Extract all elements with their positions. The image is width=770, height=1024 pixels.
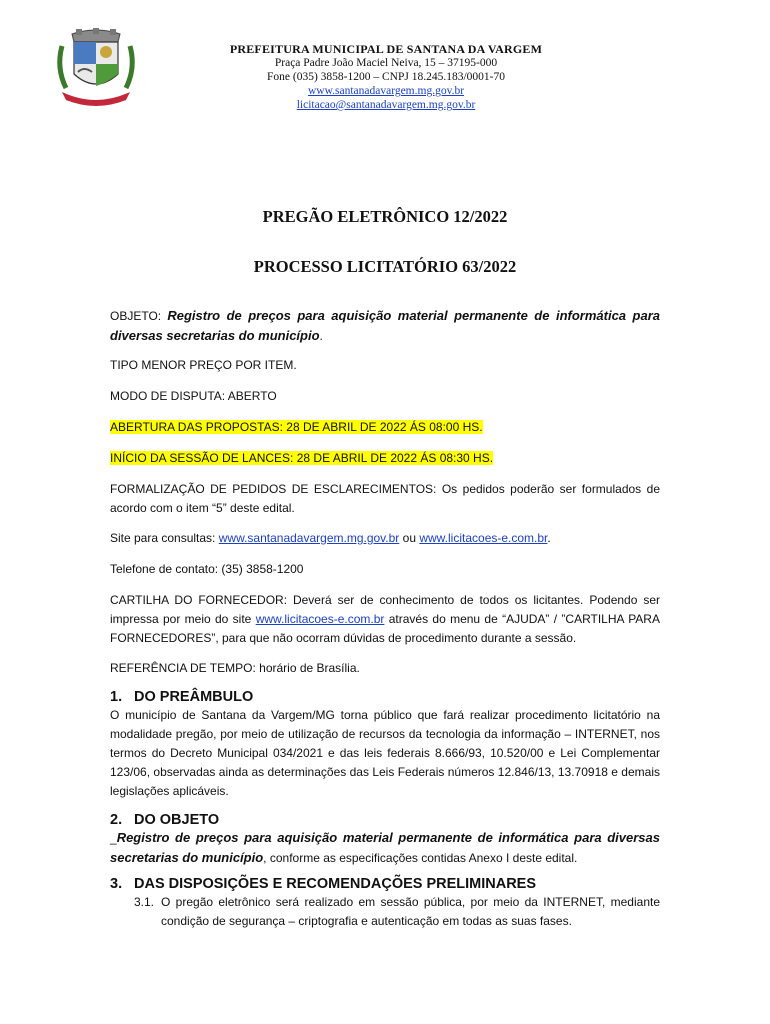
cartilha-link[interactable]: www.licitacoes-e.com.br: [255, 612, 385, 626]
site-sep: ou: [402, 531, 416, 545]
abertura-highlight: ABERTURA DAS PROPOSTAS: 28 DE ABRIL DE 2022 ÁS 08:00 HS.: [110, 420, 483, 434]
item-3-1-text: O pregão eletrônico será realizado em sessão pública, por meio da INTERNET, mediante condição de segurança – criptografia e autenticação em todas as suas fases.: [161, 895, 660, 928]
section-3-number: 3.: [110, 876, 123, 892]
section-2-prefix: _: [110, 831, 117, 845]
section-2-rest: , conforme as especificações contidas Anexo I deste edital.: [263, 851, 578, 865]
item-3-1: [134, 893, 660, 931]
tipo-line: TIPO MENOR PREÇO POR ITEM.: [110, 358, 297, 372]
objeto-paragraph: [110, 306, 660, 346]
section-1-number: 1.: [110, 689, 123, 705]
section-1-text: O município de Santana da Vargem/MG torna público que fará realizar procedimento licitatório na modalidade pregão, por meio de utilização de recursos da tecnologia da informação – INTERNET, nos termos do Decreto Municipal 034/2021 e das leis federais 8.666/93, 10.520/00 e Lei Complementar 123/06, observadas ainda as determinações das Leis Federais números 12.846/13, 13.70918 e demais legislações aplicáveis.: [110, 708, 660, 798]
website-link[interactable]: www.santanadavargem.mg.gov.br: [307, 85, 465, 97]
inicio-highlight: INÍCIO DA SESSÃO DE LANCES: 28 DE ABRIL DE 2022 ÁS 08:30 HS.: [110, 451, 494, 465]
section-3-title: DAS DISPOSIÇÕES E RECOMENDAÇÕES PRELIMINARES: [134, 876, 537, 892]
section-2-italic: Registro de preços para aquisição material permanente de informática para diversas secretarias do município: [110, 830, 660, 865]
letterhead: [196, 42, 576, 112]
inicio-line: [110, 449, 660, 468]
email-link[interactable]: licitacao@santanadavargem.mg.gov.br: [296, 99, 476, 111]
section-2-heading: [110, 812, 219, 828]
organization-name: PREFEITURA MUNICIPAL DE SANTANA DA VARGEM: [229, 42, 543, 56]
site-link-licitacoes[interactable]: www.licitacoes-e.com.br: [419, 531, 548, 545]
site-line: [110, 529, 660, 548]
cartilha-after: através do menu de “AJUDA” / ”CARTILHA PARA FORNECEDORES”, para que não ocorram dúvidas de procedimento durante a sessão.: [110, 612, 660, 645]
section-3-heading: [110, 876, 536, 892]
section-1-heading: [110, 689, 253, 705]
document-title: PREGÃO ELETRÔNICO 12/2022: [262, 207, 508, 226]
section-2-text: [110, 828, 660, 868]
modo-line: MODO DE DISPUTA: ABERTO: [110, 389, 277, 403]
address: Praça Padre João Maciel Neiva, 15 – 37195-000: [274, 57, 498, 69]
objeto-end: .: [319, 329, 323, 343]
site-link-santana[interactable]: www.santanadavargem.mg.gov.br: [218, 531, 400, 545]
item-3-1-number: 3.1.: [134, 895, 155, 909]
objeto-text: Registro de preços para aquisição material permanente de informática para diversas secretarias do município: [110, 308, 660, 343]
cartilha-paragraph: [110, 591, 660, 648]
telefone-line: Telefone de contato: (35) 3858-1200: [110, 562, 304, 576]
process-title: PROCESSO LICITATÓRIO 63/2022: [253, 257, 517, 276]
site-label: Site para consultas:: [110, 531, 216, 545]
abertura-line: [110, 418, 660, 437]
section-2-number: 2.: [110, 812, 123, 828]
cartilha-before: CARTILHA DO FORNECEDOR: Deverá ser de conhecimento de todos os licitantes. Podendo ser impressa por meio do site: [110, 593, 660, 626]
phone-cnpj: Fone (035) 3858-1200 – CNPJ 18.245.183/0001-70: [267, 71, 505, 83]
referencia-line: REFERÊNCIA DE TEMPO: horário de Brasília.: [110, 661, 360, 675]
section-1-title: DO PREÂMBULO: [134, 689, 254, 705]
objeto-label: OBJETO:: [110, 309, 162, 323]
site-end: .: [547, 531, 551, 545]
formalizacao-paragraph: FORMALIZAÇÃO DE PEDIDOS DE ESCLARECIMENTOS: Os pedidos poderão ser formulados de acordo com o item “5” deste edital.: [110, 482, 660, 515]
section-2-title: DO OBJETO: [134, 812, 220, 828]
municipal-crest-logo: [52, 28, 140, 110]
